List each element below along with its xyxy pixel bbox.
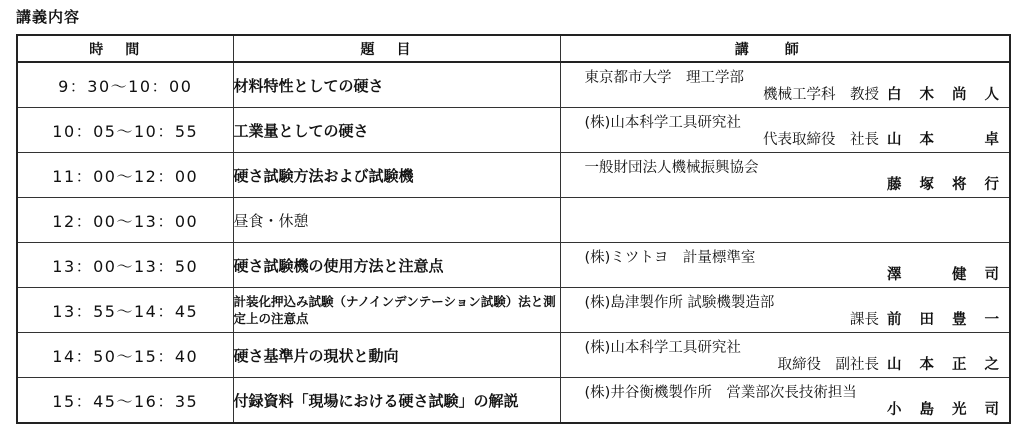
lecture-schedule-table bbox=[16, 34, 1017, 424]
topic-cell: 工業量としての硬さ bbox=[233, 108, 560, 153]
lecturer-role: 代表取締役 社長 bbox=[763, 132, 879, 148]
lecturer-cell bbox=[560, 62, 1017, 108]
lecturer-cell bbox=[560, 333, 1017, 378]
topic-cell: 計装化押込み試験（ナノインデンテーション試験）法と測定上の注意点 bbox=[233, 288, 560, 333]
lecturer-role: 課長 bbox=[850, 312, 879, 328]
time-cell: 13：00〜13：50 bbox=[17, 243, 233, 288]
lecturer-role: 機械工学科 教授 bbox=[763, 87, 879, 103]
table-row bbox=[17, 108, 1010, 153]
lecturer-affiliation: (株)山本科学工具研究社 bbox=[584, 340, 741, 356]
lecturer-name: 藤塚将行 bbox=[887, 177, 1017, 193]
lecturer-cell-empty bbox=[560, 198, 1010, 243]
table-row bbox=[17, 198, 1010, 243]
table-row bbox=[17, 62, 1010, 108]
lecturer-name: 澤 健司 bbox=[887, 267, 1017, 283]
column-header-lecturer: 講師 bbox=[560, 35, 1010, 62]
lecturer-name: 山本正之 bbox=[887, 357, 1017, 373]
section-heading: 講義内容 bbox=[16, 8, 81, 26]
topic-cell: 硬さ試験方法および試験機 bbox=[233, 153, 560, 198]
time-cell: 15：45〜16：35 bbox=[17, 378, 233, 424]
time-cell: 12：00〜13：00 bbox=[17, 198, 233, 243]
lecturer-cell bbox=[560, 153, 1017, 198]
time-cell: 13：55〜14：45 bbox=[17, 288, 233, 333]
table-row bbox=[17, 243, 1010, 288]
lecturer-cell bbox=[560, 108, 1017, 153]
lecturer-affiliation: (株)山本科学工具研究社 bbox=[584, 115, 741, 131]
lecturer-cell bbox=[560, 288, 1017, 333]
time-cell: 11：00〜12：00 bbox=[17, 153, 233, 198]
time-cell: 10：05〜10：55 bbox=[17, 108, 233, 153]
lecturer-affiliation: (株)島津製作所 試験機製造部 bbox=[584, 295, 775, 311]
lecturer-name: 小島光司 bbox=[887, 402, 1017, 418]
topic-cell: 材料特性としての硬さ bbox=[233, 62, 560, 108]
lecturer-name: 前田豊一 bbox=[887, 312, 1017, 328]
lecturer-name: 白木尚人 bbox=[887, 87, 1017, 103]
topic-cell: 付録資料「現場における硬さ試験」の解説 bbox=[233, 378, 560, 424]
lecturer-cell bbox=[560, 378, 1017, 424]
lecturer-role: 取締役 副社長 bbox=[777, 357, 879, 373]
time-cell: 9：30〜10：00 bbox=[17, 62, 233, 108]
table-row bbox=[17, 153, 1010, 198]
table-row bbox=[17, 288, 1010, 333]
table-row bbox=[17, 333, 1010, 378]
topic-cell: 硬さ基準片の現状と動向 bbox=[233, 333, 560, 378]
column-header-topic: 題目 bbox=[233, 35, 560, 62]
lecturer-affiliation: (株)井谷衡機製作所 営業部次長技術担当 bbox=[584, 385, 857, 401]
lecturer-affiliation: 東京都市大学 理工学部 bbox=[584, 70, 744, 86]
lecturer-cell bbox=[560, 243, 1017, 288]
lecturer-affiliation: 一般財団法人機械振興協会 bbox=[584, 160, 759, 176]
table-row bbox=[17, 378, 1010, 424]
column-header-time: 時間 bbox=[17, 35, 233, 62]
topic-cell: 硬さ試験機の使用方法と注意点 bbox=[233, 243, 560, 288]
lecturer-name: 山本 卓 bbox=[887, 132, 1017, 148]
table-header-row bbox=[17, 35, 1010, 62]
time-cell: 14：50〜15：40 bbox=[17, 333, 233, 378]
lecturer-affiliation: (株)ミツトヨ 計量標準室 bbox=[584, 250, 756, 266]
topic-cell: 昼食・休憩 bbox=[233, 198, 560, 243]
